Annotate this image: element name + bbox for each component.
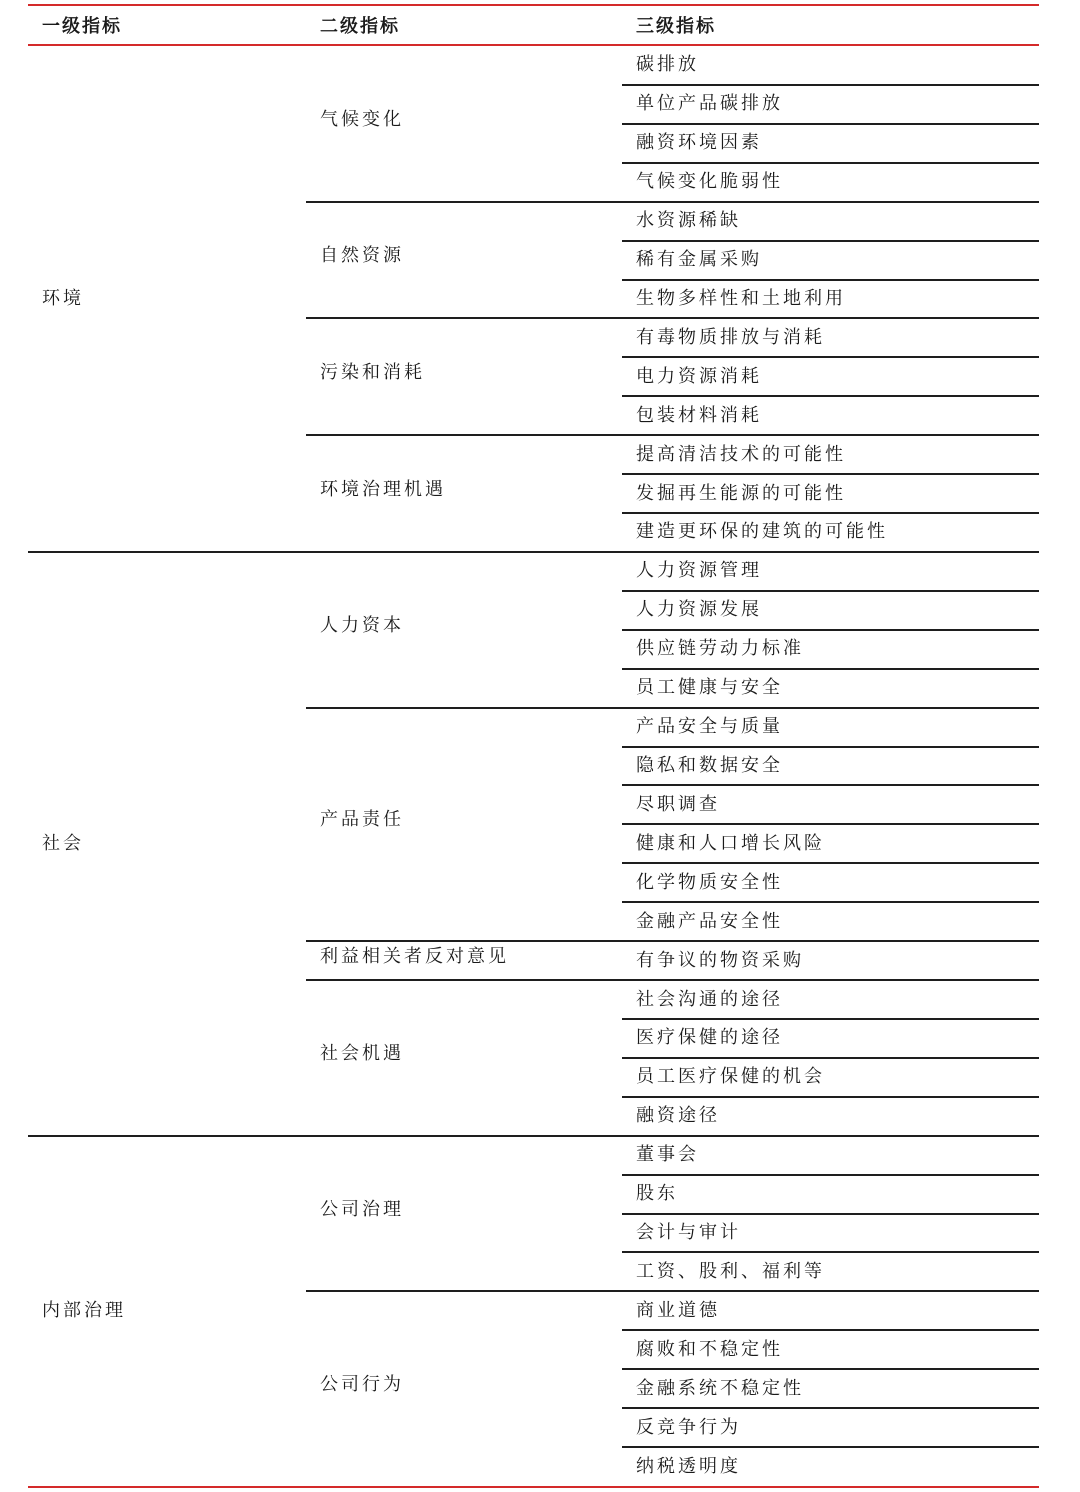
level3-indicator: 稀有金属采购	[636, 249, 762, 271]
row-divider	[622, 240, 1039, 242]
header-bottom-rule	[28, 44, 1039, 46]
row-divider	[622, 356, 1039, 358]
level2-indicator: 公司治理	[320, 1198, 404, 1220]
header-level2: 二级指标	[320, 16, 400, 37]
level3-indicator: 单位产品碳排放	[636, 93, 783, 115]
level3-indicator: 融资途径	[636, 1105, 720, 1127]
row-divider	[622, 1251, 1039, 1253]
header-level1: 一级指标	[42, 16, 122, 37]
row-divider	[622, 1368, 1039, 1370]
level3-indicator: 发掘再生能源的可能性	[636, 482, 846, 504]
row-divider	[622, 1446, 1039, 1448]
subgroup-divider	[306, 979, 1039, 981]
level1-indicator: 环境	[42, 287, 84, 309]
level2-indicator: 产品责任	[320, 809, 404, 831]
subgroup-divider	[306, 434, 1039, 436]
table-top-rule	[28, 4, 1039, 6]
level2-indicator: 污染和消耗	[320, 361, 425, 383]
subgroup-divider	[306, 201, 1039, 203]
group-divider	[28, 1135, 1039, 1137]
level3-indicator: 产品安全与质量	[636, 716, 783, 738]
level3-indicator: 气候变化脆弱性	[636, 171, 783, 193]
level3-indicator: 金融系统不稳定性	[636, 1377, 804, 1399]
level2-indicator: 公司行为	[320, 1373, 404, 1395]
level3-indicator: 水资源稀缺	[636, 210, 741, 232]
row-divider	[622, 668, 1039, 670]
row-divider	[622, 395, 1039, 397]
row-divider	[622, 1407, 1039, 1409]
level3-indicator: 董事会	[636, 1144, 699, 1166]
level3-indicator: 尽职调查	[636, 793, 720, 815]
row-divider	[622, 1329, 1039, 1331]
level3-indicator: 电力资源消耗	[636, 365, 762, 387]
level3-indicator: 会计与审计	[636, 1222, 741, 1244]
level2-indicator: 气候变化	[320, 108, 404, 130]
level3-indicator: 有毒物质排放与消耗	[636, 326, 825, 348]
level2-indicator: 人力资本	[320, 614, 404, 636]
level2-indicator: 环境治理机遇	[320, 478, 446, 500]
level3-indicator: 隐私和数据安全	[636, 755, 783, 776]
level3-indicator: 员工健康与安全	[636, 677, 783, 699]
level3-indicator: 提高清洁技术的可能性	[636, 443, 846, 465]
row-divider	[622, 1213, 1039, 1215]
table-bottom-rule	[28, 1486, 1039, 1488]
row-divider	[622, 279, 1039, 281]
subgroup-divider	[306, 317, 1039, 319]
row-divider	[622, 512, 1039, 514]
level3-indicator: 有争议的物资采购	[636, 949, 804, 971]
level1-indicator: 内部治理	[42, 1299, 126, 1321]
level3-indicator: 人力资源发展	[636, 599, 762, 621]
level3-indicator: 包装材料消耗	[636, 404, 762, 426]
level3-indicator: 碳排放	[636, 54, 699, 76]
row-divider	[622, 590, 1039, 592]
level3-indicator: 反竞争行为	[636, 1416, 741, 1438]
level3-indicator: 生物多样性和土地利用	[636, 287, 846, 309]
level2-indicator: 自然资源	[320, 245, 404, 267]
row-divider	[622, 901, 1039, 903]
row-divider	[622, 823, 1039, 825]
level3-indicator: 健康和人口增长风险	[636, 832, 825, 854]
subgroup-divider	[306, 1290, 1039, 1292]
row-divider	[622, 1096, 1039, 1098]
row-divider	[622, 629, 1039, 631]
row-divider	[622, 746, 1039, 748]
level3-indicator: 化学物质安全性	[636, 871, 783, 893]
row-divider	[622, 473, 1039, 475]
level3-indicator: 建造更环保的建筑的可能性	[636, 521, 888, 543]
row-divider	[622, 162, 1039, 164]
row-divider	[622, 1057, 1039, 1059]
row-divider	[622, 84, 1039, 86]
level2-indicator: 利益相关者反对意见	[320, 945, 509, 967]
row-divider	[622, 862, 1039, 864]
header-level3: 三级指标	[636, 16, 716, 37]
level3-indicator: 供应链劳动力标准	[636, 638, 804, 660]
level3-indicator: 人力资源管理	[636, 560, 762, 582]
level3-indicator: 商业道德	[636, 1299, 720, 1321]
level1-indicator: 社会	[42, 832, 84, 854]
row-divider	[622, 1018, 1039, 1020]
row-divider	[622, 784, 1039, 786]
level3-indicator: 纳税透明度	[636, 1455, 741, 1477]
level2-indicator: 社会机遇	[320, 1042, 404, 1064]
level3-indicator: 工资、股利、福利等	[636, 1260, 825, 1282]
row-divider	[622, 1174, 1039, 1176]
group-divider	[28, 551, 1039, 553]
level3-indicator: 股东	[636, 1183, 678, 1205]
level3-indicator: 金融产品安全性	[636, 910, 783, 932]
subgroup-divider	[306, 940, 1039, 942]
level3-indicator: 医疗保健的途径	[636, 1027, 783, 1049]
level3-indicator: 融资环境因素	[636, 132, 762, 154]
row-divider	[622, 123, 1039, 125]
level3-indicator: 社会沟通的途径	[636, 988, 783, 1010]
level3-indicator: 员工医疗保健的机会	[636, 1066, 825, 1088]
level3-indicator: 腐败和不稳定性	[636, 1338, 783, 1360]
subgroup-divider	[306, 707, 1039, 709]
